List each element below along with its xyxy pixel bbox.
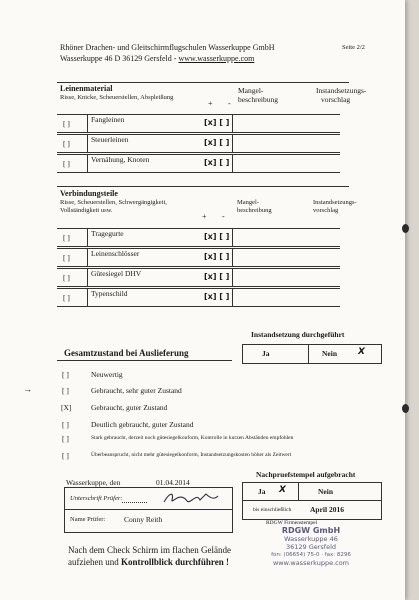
nachpruef-ja[interactable]: Ja xyxy=(258,487,266,496)
verbindung-col-mangel: Mangel- xyxy=(237,199,260,206)
row-separator xyxy=(232,249,233,266)
leinen-col-instand2: vorschlag xyxy=(321,95,351,104)
row-checkbox[interactable]: [x] [ ] xyxy=(204,272,230,281)
row-bracket[interactable]: [ ] xyxy=(63,293,70,302)
verbindung-row-guetesiegel xyxy=(57,268,340,287)
nachpruef-divider-h xyxy=(242,500,382,501)
row-separator xyxy=(232,269,233,286)
row-checkbox[interactable]: [x] [ ] xyxy=(204,138,230,147)
row-separator xyxy=(87,115,88,132)
instandsetzung-title: Instandsetzung durchgeführt xyxy=(251,330,345,339)
row-separator xyxy=(87,269,88,286)
website-link[interactable]: www.wasserkuppe.com xyxy=(178,54,255,63)
signature-label: Unterschrift Prüfer: xyxy=(70,495,123,502)
gesamt-underline xyxy=(57,360,232,361)
instandsetzung-ja[interactable]: Ja xyxy=(262,349,270,358)
verbindung-minus: - xyxy=(222,212,225,221)
row-bracket[interactable]: [ ] xyxy=(63,233,70,242)
gesamt-option-bracket[interactable]: [ ] xyxy=(62,420,69,429)
leinen-minus: - xyxy=(228,99,231,108)
row-separator xyxy=(232,135,233,152)
nachpruef-until-label: bis einschließlich xyxy=(253,507,292,513)
row-checkbox[interactable]: [x] [ ] xyxy=(204,158,230,167)
arrow-icon: → xyxy=(23,384,32,394)
row-label: Typenschild xyxy=(91,289,128,298)
row-label: Tragegurte xyxy=(91,229,124,238)
row-label: Leinenschlösser xyxy=(91,249,140,258)
section-divider xyxy=(57,186,349,187)
row-bracket[interactable]: [ ] xyxy=(63,119,70,128)
gesamt-option-label: Überbeansprucht, nicht mehr gütesiegelkonform, Instandsetzungskosten höher als Zeitwert xyxy=(91,452,292,458)
verbindung-row-leinenschloesser xyxy=(57,248,340,267)
row-separator xyxy=(232,289,233,306)
footer-line1: Nach dem Check Schirm im flachen Gelände xyxy=(68,545,231,555)
row-label: Gütesiegel DHV xyxy=(91,269,142,278)
nachpruef-divider-v xyxy=(298,482,299,500)
leinen-row-steuerleinen xyxy=(57,134,340,153)
verbindung-title: Verbindungsteile xyxy=(60,189,118,198)
row-checkbox[interactable]: [x] [ ] xyxy=(204,252,230,261)
verbindung-plus: + xyxy=(202,212,207,221)
row-separator xyxy=(232,155,233,172)
stamp-line: www.wasserkuppe.com xyxy=(272,559,350,567)
leinen-row-fangleinen xyxy=(57,114,340,133)
leinen-subtitle: Risse, Knicke, Scheuerstellen, Abspleißung xyxy=(60,94,174,101)
row-separator xyxy=(87,155,88,172)
signature-scribble xyxy=(160,488,222,508)
instandsetzung-nein[interactable]: Nein xyxy=(322,349,337,358)
company-stamp xyxy=(264,523,358,581)
gesamt-option-bracket[interactable]: [ ] xyxy=(62,451,69,460)
row-label: Fangleinen xyxy=(91,115,125,124)
nachpruef-title: Nachpruefstempel aufgebracht xyxy=(256,470,356,479)
row-separator xyxy=(232,229,233,246)
row-separator xyxy=(87,135,88,152)
footer-emphasis: Kontrollblick durchführen ! xyxy=(120,557,230,567)
verbindung-col-instand: Instandsetzungs- xyxy=(313,199,357,206)
address-text: Wasserkuppe 46 D 36129 Gersfeld - xyxy=(60,54,179,63)
row-label: Vernähung, Knoten xyxy=(91,155,150,164)
gesamt-option-bracket[interactable]: [ ] xyxy=(62,370,69,379)
row-checkbox[interactable]: [x] [ ] xyxy=(204,232,230,241)
row-separator xyxy=(87,249,88,266)
name-label: Name Prüfer: xyxy=(70,516,106,523)
nachpruef-mark: X xyxy=(279,485,286,495)
stamp-line: Wasserkuppe 46 xyxy=(284,535,338,543)
stamp-line: 36129 Gersfeld xyxy=(285,543,337,551)
binder-hole xyxy=(402,224,409,233)
signature-divider xyxy=(64,509,233,510)
row-separator xyxy=(87,289,88,306)
footer-line2 xyxy=(68,557,229,567)
row-bracket[interactable]: [ ] xyxy=(63,253,70,262)
verbindung-col-mangel2: beschreibung xyxy=(237,207,272,214)
verbindung-subtitle1: Risse, Scheuerstellen, Schwergängigkeit, xyxy=(60,199,167,206)
row-checkbox[interactable]: [x] [ ] xyxy=(204,118,230,127)
row-label: Steuerleinen xyxy=(91,135,129,144)
stamp-title: RDGW Firmenstempel xyxy=(266,520,318,526)
gesamt-option-bracket[interactable]: [X] xyxy=(61,403,72,412)
section-divider xyxy=(57,82,349,83)
row-bracket[interactable]: [ ] xyxy=(63,273,70,282)
instandsetzung-divider xyxy=(308,344,309,364)
gesamt-option-label: Gebraucht, sehr guter Zustand xyxy=(91,386,182,395)
gesamt-option-label: Neuwertig xyxy=(91,370,123,379)
leinen-col-instand: Instandsetzungs- xyxy=(316,86,367,95)
sign-place: Wasserkuppe, den xyxy=(66,478,121,487)
leinen-row-vernaehung xyxy=(57,154,340,173)
row-separator xyxy=(232,115,233,132)
instandsetzung-mark: X xyxy=(358,347,365,357)
sign-date: 01.04.2014 xyxy=(156,478,190,487)
nachpruef-until: April 2016 xyxy=(310,505,344,514)
verbindung-col-instand2: vorschlag xyxy=(313,207,339,214)
company-address xyxy=(60,54,254,63)
stamp-line: RDGW GmbH xyxy=(281,526,341,535)
page-number: Seite 2/2 xyxy=(342,44,365,51)
gesamt-option-bracket[interactable]: [ ] xyxy=(62,434,69,443)
signature-line xyxy=(122,502,147,504)
verbindung-row-tragegurte xyxy=(57,228,340,247)
leinen-title: Leinenmaterial xyxy=(60,84,113,93)
gesamt-option-bracket[interactable]: [ ] xyxy=(62,386,69,395)
row-checkbox[interactable]: [x] [ ] xyxy=(204,292,230,301)
leinen-col-mangel2: beschreibung xyxy=(238,95,278,104)
nachpruef-nein[interactable]: Nein xyxy=(318,487,333,496)
verbindung-subtitle2: Vollständigkeit usw. xyxy=(60,207,113,214)
footer-text: aufziehen und xyxy=(68,557,121,567)
binder-hole xyxy=(402,404,409,413)
company-name: Rhöner Drachen- und Gleitschirmflugschulen Wasserkuppe GmbH xyxy=(60,43,275,52)
gesamt-option-label: Gebraucht, guter Zustand xyxy=(91,403,168,412)
leinen-plus: + xyxy=(208,99,213,108)
verbindung-row-typenschild xyxy=(57,288,340,307)
examiner-name: Conny Reith xyxy=(124,515,163,524)
leinen-col-mangel: Mangel- xyxy=(238,86,264,95)
stamp-line: fon: (06654) 75-0 · fax: 8296 xyxy=(271,552,351,558)
row-separator xyxy=(87,229,88,246)
gesamt-option-label: Deutlich gebraucht, guter Zustand xyxy=(91,420,194,429)
row-bracket[interactable]: [ ] xyxy=(63,139,70,148)
row-bracket[interactable]: [ ] xyxy=(63,159,70,168)
gesamt-option-label: Stark gebraucht, derzeit noch gütesiegelkonform, Kontrolle in kurzen Abständen empfohlen xyxy=(91,435,294,441)
gesamt-title: Gesamtzustand bei Auslieferung xyxy=(64,348,189,358)
